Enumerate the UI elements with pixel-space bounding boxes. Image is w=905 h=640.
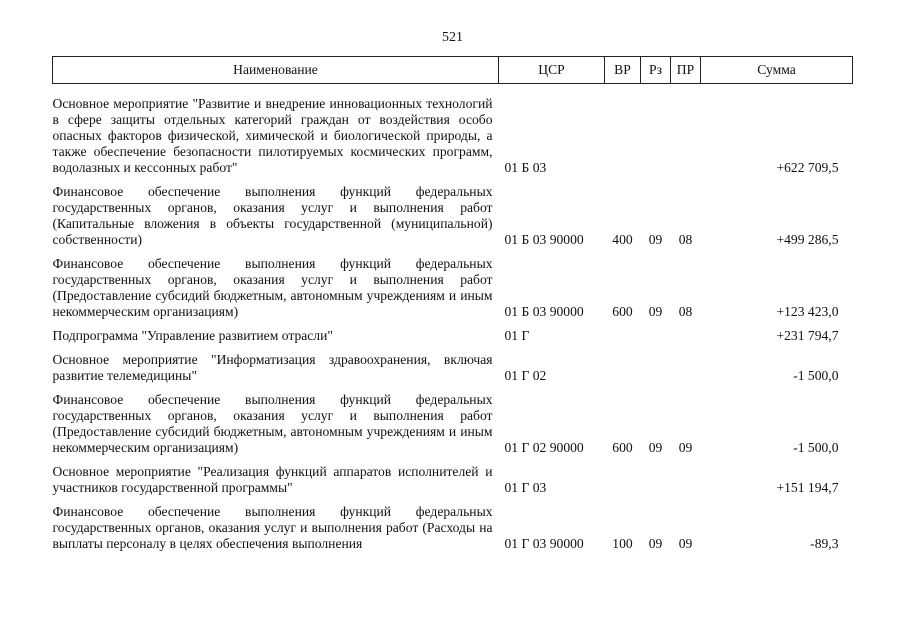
table-row [53,84,853,177]
row-name: Основное мероприятие "Информатизация здравоохранения, включая развитие телемедицины" [52,352,493,383]
page-number: 521 [442,30,463,45]
row-pr: 09 [678,536,693,551]
header-name: Наименование [53,57,499,84]
row-csr: 01 Г 02 90000 [504,440,584,455]
row-rz: 09 [648,232,663,247]
table-row [53,176,853,248]
row-vr [605,344,641,384]
table-row [53,456,853,496]
table-row [53,320,853,344]
row-name: Основное мероприятие "Развитие и внедрение инновационных технологий в сфере защиты отдельных категорий граждан от воздействия особо опасных факторов физической, химической и биологической природы, а также обеспечение безопасности пилотируемых космических программ, водолазных и кессонных работ" [52,96,493,175]
row-vr [605,84,641,177]
row-sum: -1 500,0 [793,368,839,383]
row-sum: +151 194,7 [776,480,839,495]
header-csr: ЦСР [499,57,605,84]
row-rz: 09 [648,440,663,455]
row-rz [641,456,671,496]
header-pr: ПР [671,57,701,84]
row-pr: 08 [678,304,693,319]
row-name: Подпрограмма "Управление развитием отрасли" [52,328,333,343]
row-sum: -1 500,0 [793,440,839,455]
row-name: Основное мероприятие "Реализация функций аппаратов исполнителей и участников государственной программы" [52,464,493,495]
row-vr: 600 [612,304,633,319]
row-vr [605,320,641,344]
row-csr: 01 Б 03 [504,160,547,175]
row-sum: +123 423,0 [776,304,839,319]
row-sum: -89,3 [810,536,839,551]
row-pr: 08 [678,232,693,247]
row-pr [671,84,701,177]
row-rz [641,320,671,344]
row-vr: 400 [612,232,633,247]
table-row [53,248,853,320]
row-name: Финансовое обеспечение выполнения функций федеральных государственных органов, оказания услуг и выполнения работ (Предоставление субсидий бюджетным, автономным учреждениям и иным некоммерческим организациям) [52,392,493,455]
row-csr: 01 Г [504,328,530,343]
header-sum: Сумма [701,57,853,84]
row-csr: 01 Г 03 [504,480,547,495]
table-row [53,496,853,552]
row-sum: +622 709,5 [776,160,839,175]
row-vr: 600 [612,440,633,455]
row-sum: +231 794,7 [776,328,839,343]
row-vr: 100 [612,536,633,551]
row-rz: 09 [648,304,663,319]
row-vr [605,456,641,496]
row-pr: 09 [678,440,693,455]
row-pr [671,456,701,496]
table-row [53,344,853,384]
row-name: Финансовое обеспечение выполнения функций федеральных государственных органов, оказания услуг и выполнения работ (Расходы на выплаты персоналу в целях обеспечения выполнения [52,504,493,551]
row-name: Финансовое обеспечение выполнения функций федеральных государственных органов, оказания услуг и выполнения работ (Предоставление субсидий бюджетным, автономным учреждениям и иным некоммерческим организациям) [52,256,493,319]
row-sum: +499 286,5 [776,232,839,247]
row-csr: 01 Б 03 90000 [504,232,584,247]
row-rz: 09 [648,536,663,551]
row-rz [641,84,671,177]
table-header-row [53,57,853,84]
row-pr [671,344,701,384]
row-pr [671,320,701,344]
budget-table [52,56,853,552]
row-name: Финансовое обеспечение выполнения функций федеральных государственных органов, оказания услуг и выполнения работ (Капитальные вложения в объекты государственной (муниципальной) собственности) [52,184,493,247]
header-rz: Рз [641,57,671,84]
table-row [53,384,853,456]
row-rz [641,344,671,384]
row-csr: 01 Б 03 90000 [504,304,584,319]
header-vr: ВР [605,57,641,84]
row-csr: 01 Г 02 [504,368,547,383]
row-csr: 01 Г 03 90000 [504,536,584,551]
